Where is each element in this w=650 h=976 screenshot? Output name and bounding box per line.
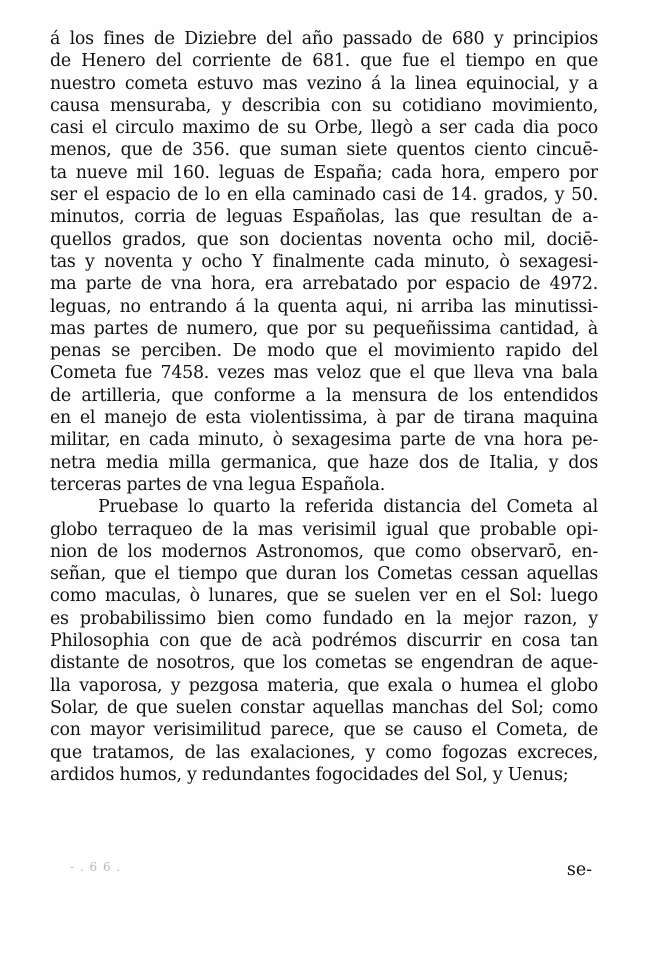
- text-line: Solar, de que suelen constar aquellas manchas del Sol; como: [50, 697, 598, 718]
- text-line: como maculas, ò lunares, que se suelen ver en el Sol: luego: [50, 586, 598, 607]
- text-line: distante de nosotros, que los cometas se engendran de aque-: [50, 653, 598, 674]
- text-line: menos, que de 356. que suman siete quentos ciento cincuē-: [50, 140, 598, 161]
- body-text: [50, 28, 598, 786]
- text-line: Cometa fue 7458. vezes mas veloz que el que lleva vna bala: [50, 363, 598, 384]
- text-line: ardidos humos, y redundantes fogocidades del Sol, y Uenus;: [50, 764, 569, 785]
- catchword: se-: [566, 860, 592, 880]
- text-line: ser el espacio de lo en ella caminado casi de 14. grados, y 50.: [50, 185, 598, 206]
- text-line: mas partes de numero, que por su pequeñissima cantidad, à: [50, 318, 598, 339]
- text-line: nuestro cometa estuvo mas vezino á la linea equinocial, y a: [50, 73, 598, 94]
- text-line: tas y noventa y ocho Y finalmente cada minuto, ò sexagesi-: [50, 251, 598, 272]
- text-line: nion de los modernos Astronomos, que como observarō, en-: [50, 541, 598, 562]
- text-line: leguas, no entrando á la quenta aqui, ni arriba las minutissi-: [50, 296, 598, 317]
- text-line: lla vaporosa, y pezgosa materia, que exala o humea el globo: [50, 675, 598, 696]
- text-line: que tratamos, de las exalaciones, y como fogozas excreces,: [50, 742, 598, 763]
- text-line: en el manejo de esta violentissima, à par de tirana maquina: [50, 408, 598, 429]
- text-line: Pruebase lo quarto la referida distancia del Cometa al: [98, 497, 598, 518]
- text-line: de Henero del corriente de 681. que fue el tiempo en que: [50, 51, 598, 72]
- text-line: militar, en cada minuto, ò sexagesima parte de vna hora pe-: [50, 430, 598, 451]
- text-line: quellos grados, que son docientas noventa ocho mil, dociē-: [50, 229, 598, 250]
- text-line: causa mensuraba, y describia con su cotidiano movimiento,: [50, 95, 598, 116]
- paragraph-2: [50, 496, 598, 786]
- text-line: de artilleria, que conforme a la mensura de los entendidos: [50, 385, 598, 406]
- faint-page-mark: - . 6 6 .: [70, 860, 122, 874]
- text-line: ta nueve mil 160. leguas de España; cada hora, empero por: [50, 162, 598, 183]
- text-line: ma parte de vna hora, era arrebatado por espacio de 4972.: [50, 274, 598, 295]
- text-line: Philosophia con que de acà podrémos discurrir en cosa tan: [50, 631, 598, 652]
- text-line: globo terraqueo de la mas verisimil igual que probable opi-: [50, 519, 598, 540]
- text-line: casi el circulo maximo de su Orbe, llegò a ser cada dia poco: [50, 118, 598, 139]
- text-line: con mayor verisimilitud parece, que se causo el Cometa, de: [50, 720, 598, 741]
- text-line: señan, que el tiempo que duran los Cometas cessan aquellas: [50, 564, 598, 585]
- text-line: á los fines de Diziebre del año passado de 680 y principios: [50, 29, 598, 49]
- text-line: minutos, corria de leguas Españolas, las que resultan de a-: [50, 207, 598, 228]
- paragraph-1: [50, 28, 598, 496]
- text-line: terceras partes de vna legua Española.: [50, 474, 386, 495]
- text-line: penas se perciben. De modo que el movimiento rapido del: [50, 341, 598, 362]
- text-line: es probabilissimo bien como fundado en la mejor razon, y: [50, 608, 598, 629]
- text-line: netra media milla germanica, que haze dos de Italia, y dos: [50, 452, 598, 473]
